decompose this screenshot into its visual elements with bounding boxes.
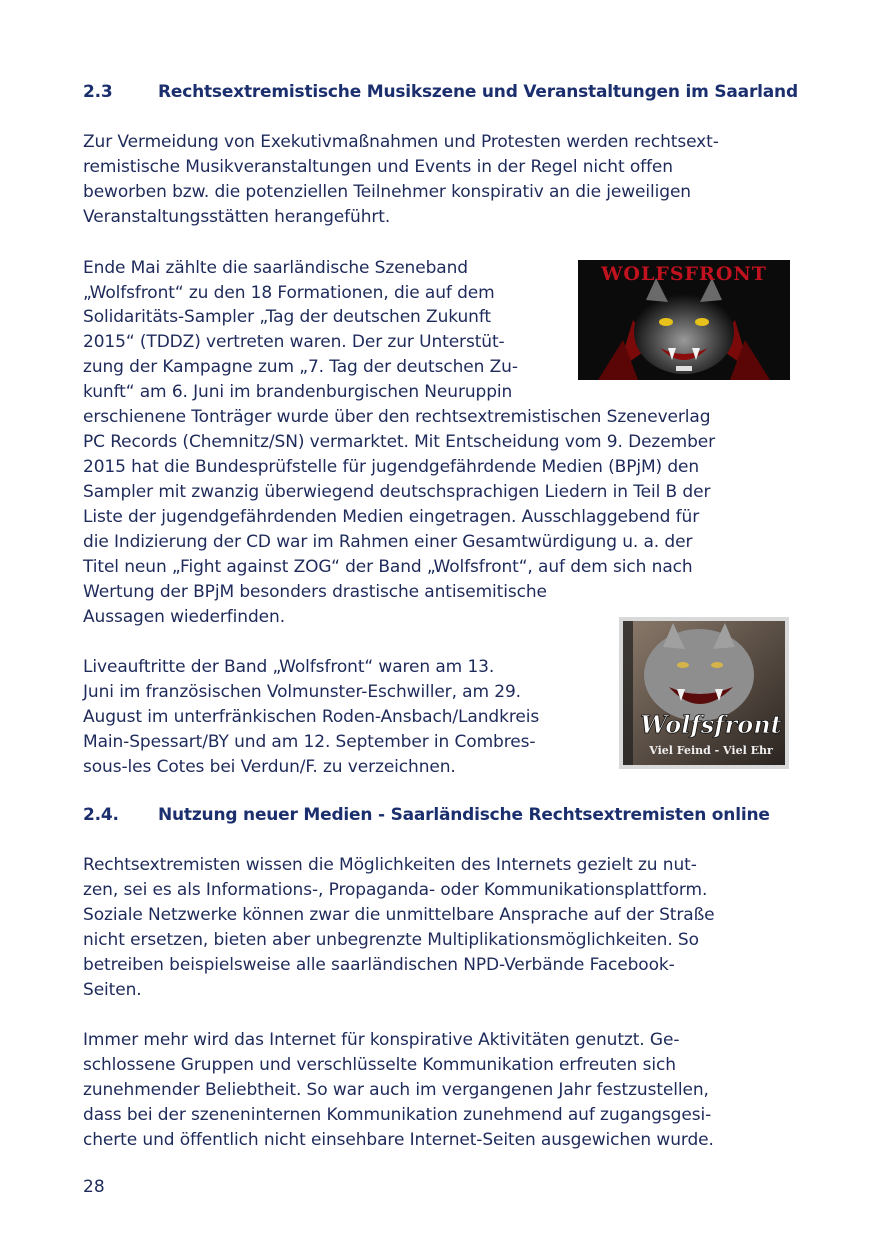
wolfsfront-banner-image — [578, 260, 790, 380]
text-line: Juni im französischen Volmunster-Eschwiller, am 29. — [83, 682, 521, 702]
section-title: Nutzung neuer Medien - Saarländische Rechtsextremisten online — [158, 805, 770, 825]
svg-text:WOLFSFRONT: WOLFSFRONT — [601, 263, 767, 285]
text-line: Liveauftritte der Band „Wolfsfront“ waren am 13. — [83, 657, 495, 677]
page-number: 28 — [83, 1177, 105, 1197]
text-line: 2015“ (TDDZ) vertreten waren. Der zur Unterstüt- — [83, 332, 505, 352]
text-line: nicht ersetzen, bieten aber unbegrenzte Multiplikationsmöglichkeiten. So — [83, 930, 699, 950]
wolfsfront-cd-cover-image — [619, 617, 789, 769]
text-line: die Indizierung der CD war im Rahmen einer Gesamtwürdigung u. a. der — [83, 532, 693, 552]
svg-text:Wolfsfront: Wolfsfront — [640, 710, 782, 739]
text-line: betreiben beispielsweise alle saarländischen NPD-Verbände Facebook- — [83, 955, 675, 975]
text-line: August im unterfränkischen Roden-Ansbach/Landkreis — [83, 707, 540, 727]
text-line: Solidaritäts-Sampler „Tag der deutschen Zukunft — [83, 307, 491, 327]
cd-subtitle-text — [648, 744, 773, 757]
wolfsfront-logo-text — [600, 263, 767, 285]
text-line: Rechtsextremisten wissen die Möglichkeiten des Internets gezielt zu nut- — [83, 855, 697, 875]
text-line: cherte und öffentlich nicht einsehbare Internet-Seiten ausgewichen wurde. — [83, 1130, 714, 1150]
text-line: beworben bzw. die potenziellen Teilnehmer konspirativ an die jeweiligen — [83, 182, 691, 202]
section-number: 2.4. — [83, 805, 119, 825]
text-line: zunehmender Beliebtheit. So war auch im vergangenen Jahr festzustellen, — [83, 1080, 709, 1100]
text-line: Sampler mit zwanzig überwiegend deutschsprachigen Liedern in Teil B der — [83, 482, 711, 502]
text-line: Ende Mai zählte die saarländische Szeneband — [83, 258, 468, 278]
text-line: schlossene Gruppen und verschlüsselte Kommunikation erfreuten sich — [83, 1055, 676, 1075]
text-line: sous-les Cotes bei Verdun/F. zu verzeichnen. — [83, 757, 456, 777]
text-line: Wertung der BPjM besonders drastische antisemitische — [83, 582, 547, 602]
text-line: Liste der jugendgefährdenden Medien eingetragen. Ausschlaggebend für — [83, 507, 700, 527]
text-line: remistische Musikveranstaltungen und Events in der Regel nicht offen — [83, 157, 673, 177]
text-line: Aussagen wiederfinden. — [83, 607, 285, 627]
text-line: Titel neun „Fight against ZOG“ der Band „Wolfsfront“, auf dem sich nach — [83, 557, 693, 577]
text-line: Immer mehr wird das Internet für konspirative Aktivitäten genutzt. Ge- — [83, 1030, 680, 1050]
text-line: Soziale Netzwerke können zwar die unmittelbare Ansprache auf der Straße — [83, 905, 715, 925]
text-line: zung der Kampagne zum „7. Tag der deutschen Zu- — [83, 357, 518, 377]
text-line: „Wolfsfront“ zu den 18 Formationen, die auf dem — [83, 283, 495, 303]
text-line: zen, sei es als Informations-, Propaganda- oder Kommunikationsplattform. — [83, 880, 708, 900]
text-line: Seiten. — [83, 980, 142, 1000]
wolfsfront-cd-logo-text — [640, 710, 781, 739]
text-line: PC Records (Chemnitz/SN) vermarktet. Mit Entscheidung vom 9. Dezember — [83, 432, 716, 452]
text-line: Main-Spessart/BY und am 12. September in Combres- — [83, 732, 536, 752]
text-line: Zur Vermeidung von Exekutivmaßnahmen und Protesten werden rechtsext- — [83, 132, 719, 152]
text-line: erschienene Tonträger wurde über den rechtsextremistischen Szeneverlag — [83, 407, 711, 427]
text-line: kunft“ am 6. Juni im brandenburgischen Neuruppin — [83, 382, 513, 402]
text-line: Veranstaltungsstätten herangeführt. — [83, 207, 391, 227]
section-title: Rechtsextremistische Musikszene und Veranstaltungen im Saarland — [158, 82, 798, 102]
svg-text:Viel Feind - Viel Ehr: Viel Feind - Viel Ehr — [649, 744, 773, 757]
text-line: dass bei der szeneninternen Kommunikation zunehmend auf zugangsgesi- — [83, 1105, 712, 1125]
text-line: 2015 hat die Bundesprüfstelle für jugendgefährdende Medien (BPjM) den — [83, 457, 700, 477]
section-number: 2.3 — [83, 82, 113, 102]
